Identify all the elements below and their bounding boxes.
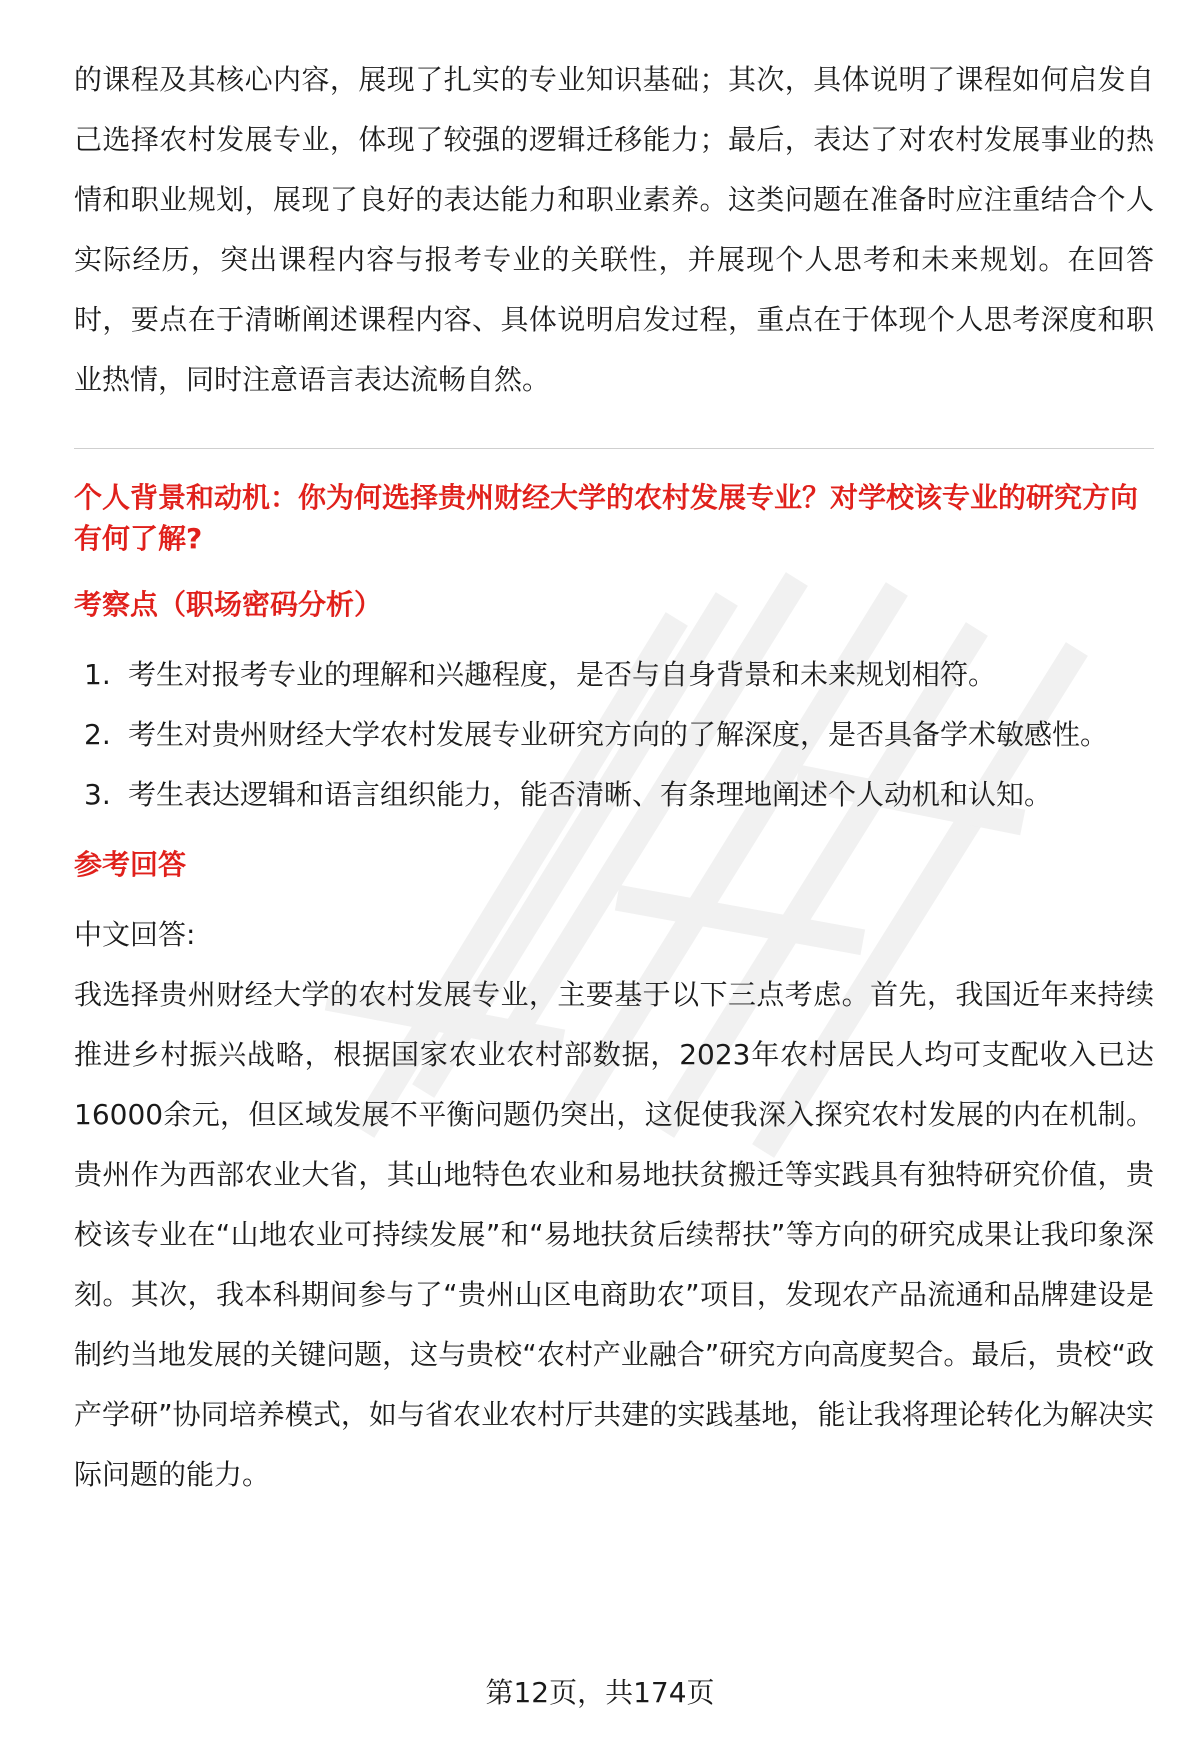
- interview-question: 个人背景和动机：你为何选择贵州财经大学的农村发展专业？对学校该专业的研究方向有何了解?: [74, 481, 1139, 555]
- reference-answer-title: 参考回答: [74, 848, 187, 881]
- list-item-text: 考生对贵州财经大学农村发展专业研究方向的了解深度，是否具备学术敏感性。: [128, 718, 1109, 751]
- intro-paragraph: 的课程及其核心内容，展现了扎实的专业知识基础；其次，具体说明了课程如何启发自己选择农村发展专业，体现了较强的逻辑迁移能力；最后，表达了对农村发展事业的热情和职业规划，展现了良好的表达能力和职业素养。这类问题在准备时应注重结合个人实际经历，突出课程内容与报考专业的关联性，并展现个人思考和未来规划。在回答时，要点在于清晰阐述课程内容、具体说明启发过程，重点在于体现个人思考深度和职业热情，同时注意语言表达流畅自然。: [74, 63, 1154, 396]
- list-item: [74, 705, 1154, 765]
- list-item-text: 考生表达逻辑和语言组织能力，能否清晰、有条理地阐述个人动机和认知。: [128, 778, 1053, 811]
- answer-language-label: 中文回答:: [74, 918, 196, 951]
- document-page: [74, 50, 1154, 1505]
- list-item: [74, 765, 1154, 825]
- answer-paragraph: 我选择贵州财经大学的农村发展专业，主要基于以下三点考虑。首先，我国近年来持续推进乡村振兴战略，根据国家农业农村部数据，2023年农村居民人均可支配收入已达16000余元，但区域发展不平衡问题仍突出，这促使我深入探究农村发展的内在机制。贵州作为西部农业大省，其山地特色农业和易地扶贫搬迁等实践具有独特研究价值，贵校该专业在“山地农业可持续发展”和“易地扶贫后续帮扶”等方向的研究成果让我印象深刻。其次，我本科期间参与了“贵州山区电商助农”项目，发现农产品流通和品牌建设是制约当地发展的关键问题，这与贵校“农村产业融合”研究方向高度契合。最后，贵校“政产学研”协同培养模式，如与省农业农村厅共建的实践基地，能让我将理论转化为解决实际问题的能力。: [74, 978, 1154, 1491]
- list-item-text: 考生对报考专业的理解和兴趣程度，是否与自身背景和未来规划相符。: [128, 658, 997, 691]
- exam-points-list: [74, 645, 1154, 825]
- list-item-number: 1.: [84, 658, 111, 691]
- list-item: [74, 645, 1154, 705]
- list-item-number: 3.: [84, 778, 111, 811]
- page-number-footer: 第12页，共174页: [485, 1676, 715, 1709]
- list-item-number: 2.: [84, 718, 111, 751]
- section-divider: [74, 448, 1154, 449]
- exam-points-title: 考察点（职场密码分析）: [74, 588, 383, 621]
